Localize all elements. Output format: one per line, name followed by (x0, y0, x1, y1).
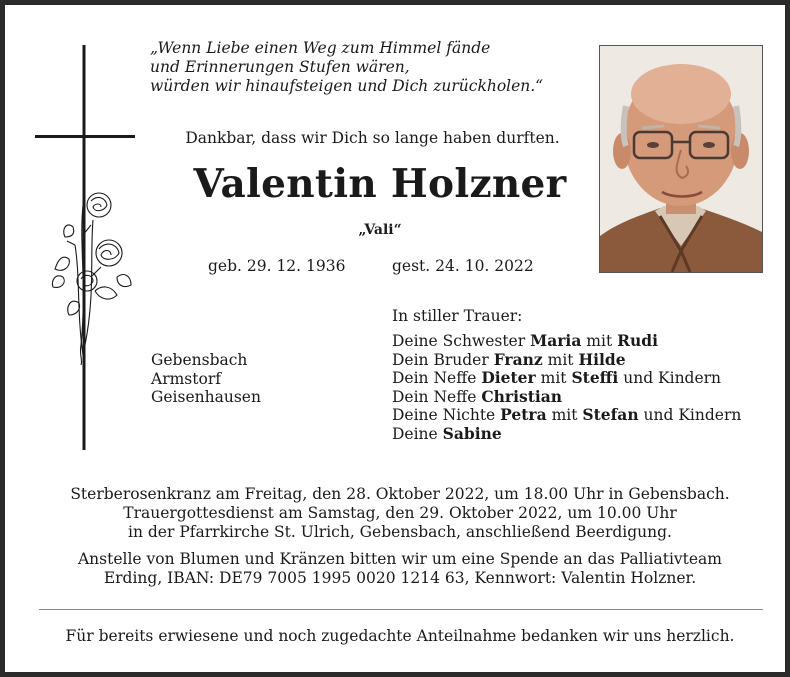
relative-text: mit (581, 332, 618, 350)
relative-name: Rudi (617, 331, 659, 350)
service-info (35, 485, 765, 542)
relative-line (392, 351, 741, 370)
relative-name: Hilde (578, 349, 626, 369)
service-line: in der Pfarrkirche St. Ulrich, Gebensbach, anschließend Beerdigung. (128, 523, 672, 541)
quote (150, 39, 600, 96)
relative-name: Sabine (442, 423, 502, 443)
relative-name: Maria (530, 331, 582, 350)
relative-text: Deine (392, 424, 443, 443)
service-line: Trauergottesdienst am Samstag, den 29. Oktober 2022, um 10.00 Uhr (123, 504, 677, 522)
relative-text: mit (535, 369, 572, 388)
death-date: gest. 24. 10. 2022 (392, 257, 534, 275)
mourners-heading: In stiller Trauer: (392, 307, 523, 325)
deceased-nickname: „Vali“ (358, 222, 402, 238)
relative-line (392, 369, 741, 388)
donation-line: Anstelle von Blumen und Kränzen bitten wir um eine Spende an das Palliativteam (77, 550, 722, 568)
quote-line: „Wenn Liebe einen Weg zum Himmel fände (150, 39, 491, 57)
relative-name: Stefan (582, 405, 639, 425)
place-item: Gebensbach (151, 351, 248, 369)
cross-icon (35, 45, 135, 455)
grateful-line: Dankbar, dass wir Dich so lange haben durften. (185, 129, 560, 147)
relative-line (392, 425, 741, 444)
relative-name: Dieter (481, 368, 536, 388)
relatives-list (392, 332, 741, 444)
relative-text: und Kindern (618, 369, 722, 388)
relative-name: Christian (481, 386, 563, 406)
roses-icon (52, 193, 131, 365)
relative-line (392, 406, 741, 425)
portrait-photo (599, 45, 763, 273)
birth-date: geb. 29. 12. 1936 (208, 257, 346, 275)
deceased-name: Valentin Holzner (193, 161, 567, 207)
service-line: Sterberosenkranz am Freitag, den 28. Oktober 2022, um 18.00 Uhr in Gebensbach. (70, 485, 730, 503)
relative-text: mit (542, 350, 579, 369)
relative-text: Deine Nichte (392, 406, 501, 425)
relative-name: Franz (493, 349, 543, 369)
relative-text: Dein Neffe (392, 387, 482, 406)
places-list (151, 351, 261, 407)
relative-text: mit (546, 406, 583, 425)
relative-text: Deine Schwester (392, 332, 531, 350)
place-item: Armstorf (151, 369, 221, 388)
relative-text: Dein Neffe (392, 369, 482, 388)
relative-name: Petra (500, 405, 547, 425)
relative-text: und Kindern (638, 406, 742, 425)
relative-line (392, 332, 741, 351)
relative-text: Dein Bruder (392, 350, 494, 369)
separator-line (39, 609, 763, 610)
donation-line: Erding, IBAN: DE79 7005 1995 0020 1214 63, Kennwort: Valentin Holzner. (103, 569, 697, 587)
relative-line (392, 388, 741, 407)
quote-line: würden wir hinaufsteigen und Dich zurückholen.“ (150, 77, 544, 95)
quote-line: und Erinnerungen Stufen wären, (150, 58, 410, 76)
portrait-image (600, 46, 762, 272)
relative-name: Steffi (571, 368, 619, 388)
thanks-line: Für bereits erwiesene und noch zugedachte Anteilnahme bedanken wir uns herzlich. (65, 627, 735, 645)
place-item: Geisenhausen (151, 388, 261, 407)
donation-info (35, 550, 765, 588)
